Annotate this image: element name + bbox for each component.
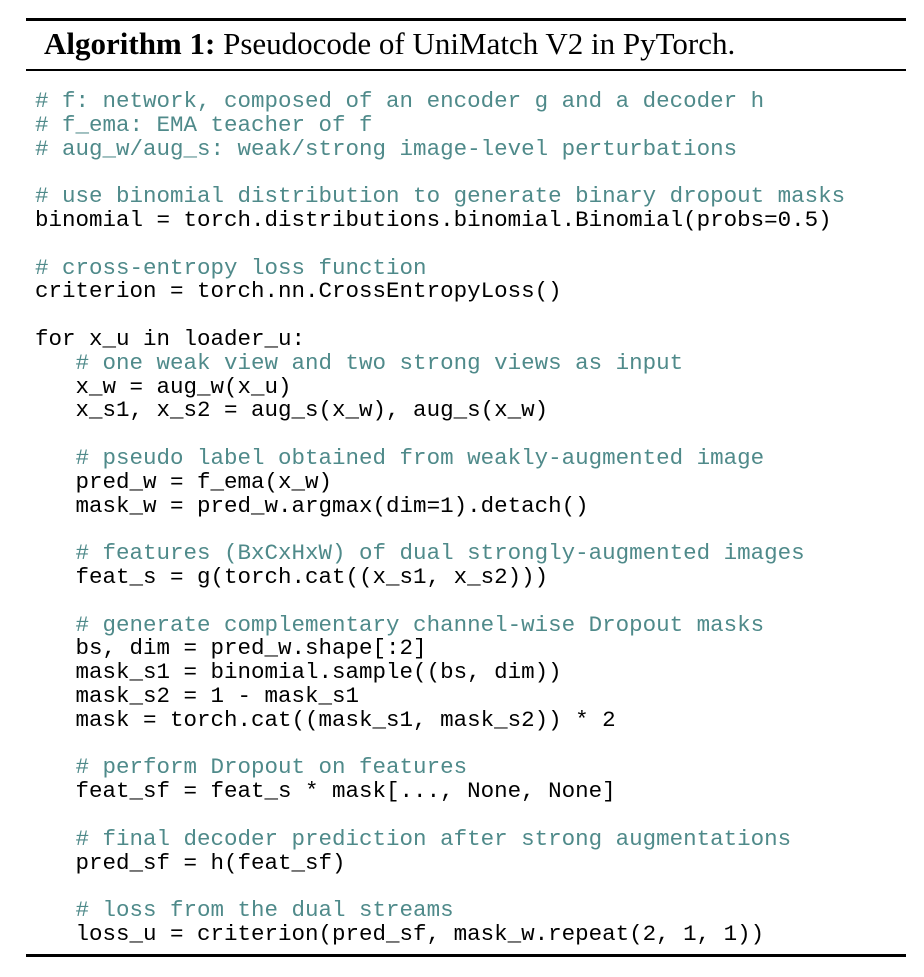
code-line: mask_w = pred_w.argmax(dim=1).detach() [35,492,589,519]
bottom-rule [26,954,906,957]
code-comment-line: # perform Dropout on features [35,754,468,781]
code-comment-line: # loss from the dual streams [35,897,454,924]
code-line: mask_s1 = binomial.sample((bs, dim)) [35,659,562,686]
pseudocode-block [35,90,845,947]
code-line: x_w = aug_w(x_u) [35,373,292,400]
code-line: for x_u in loader_u: [35,325,306,352]
algorithm-box [26,18,906,958]
code-blank-line [35,423,845,447]
code-blank-line [35,733,845,757]
code-comment-line: # generate complementary channel-wise Dropout masks [35,611,765,638]
code-comment-line: # final decoder prediction after strong augmentations [35,825,792,852]
code-line: binomial = torch.distributions.binomial.Binomial(probs=0.5) [35,206,832,233]
code-blank-line [35,804,845,828]
code-line: feat_s = g(torch.cat((x_s1, x_s2))) [35,563,549,590]
code-blank-line [35,304,845,328]
caption-rule [26,69,906,71]
code-line: mask_s2 = 1 - mask_s1 [35,682,360,709]
code-comment-line: # f: network, composed of an encoder g and a decoder h [35,88,765,114]
top-rule [26,18,906,21]
code-line: loss_u = criterion(pred_sf, mask_w.repeat(2, 1, 1)) [35,920,765,947]
algorithm-title: Pseudocode of UniMatch V2 in PyTorch. [223,26,736,61]
code-line: criterion = torch.nn.CrossEntropyLoss() [35,278,562,305]
code-line: feat_sf = feat_s * mask[..., None, None] [35,778,616,805]
code-line: bs, dim = pred_w.shape[:2] [35,635,427,662]
code-comment-line: # one weak view and two strong views as input [35,349,684,376]
algorithm-label: Algorithm 1: [44,26,216,61]
code-comment-line: # use binomial distribution to generate binary dropout masks [35,183,846,210]
code-comment-line: # f_ema: EMA teacher of f [35,111,373,138]
code-blank-line [35,590,845,614]
code-comment-line: # cross-entropy loss function [35,254,427,281]
code-blank-line [35,233,845,257]
code-blank-line [35,518,845,542]
code-blank-line [35,875,845,899]
code-comment-line: # aug_w/aug_s: weak/strong image-level perturbations [35,135,738,162]
algorithm-caption [44,24,735,64]
code-blank-line [35,161,845,185]
code-line: x_s1, x_s2 = aug_s(x_w), aug_s(x_w) [35,397,549,424]
code-line: pred_w = f_ema(x_w) [35,468,333,495]
code-comment-line: # pseudo label obtained from weakly-augmented image [35,444,765,471]
code-line: pred_sf = h(feat_sf) [35,849,346,876]
code-comment-line: # features (BxCxHxW) of dual strongly-augmented images [35,540,805,567]
code-line: mask = torch.cat((mask_s1, mask_s2)) * 2 [35,706,616,733]
